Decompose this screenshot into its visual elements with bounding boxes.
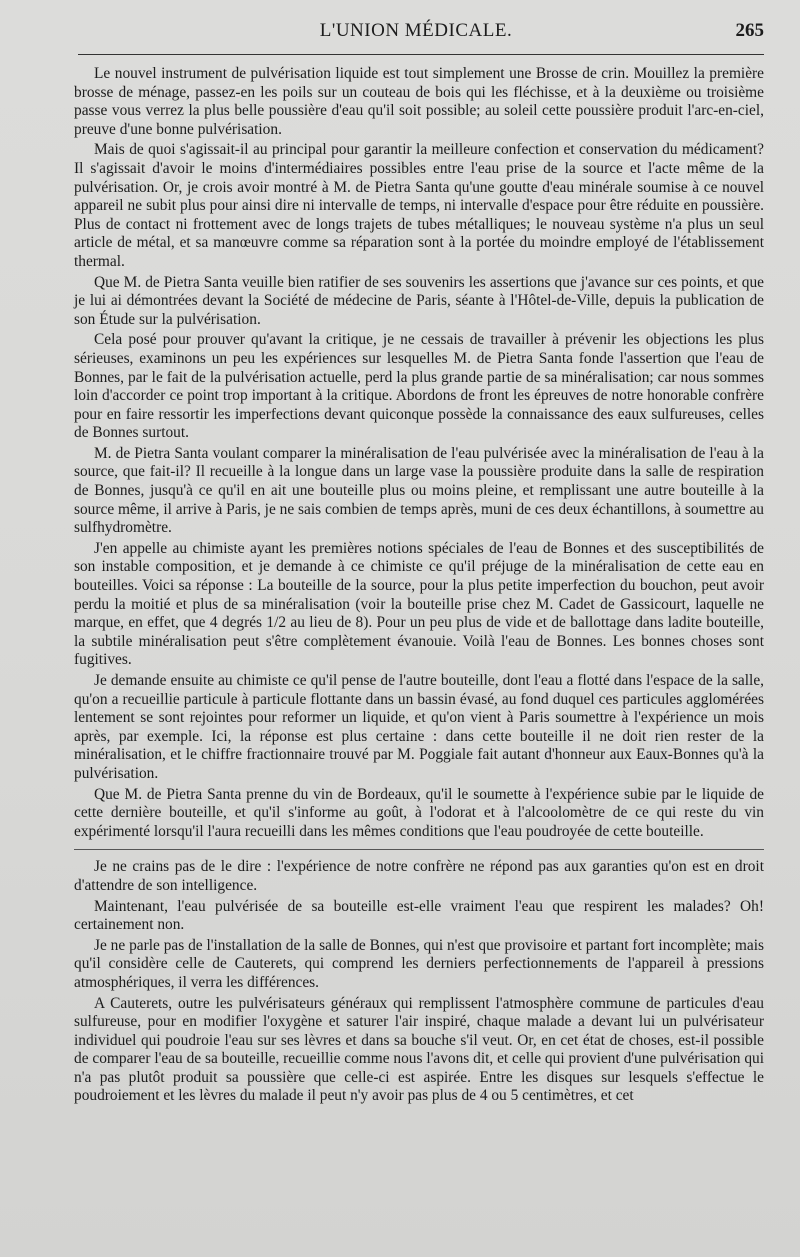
section-divider — [74, 849, 764, 850]
paragraph: Que M. de Pietra Santa prenne du vin de Bordeaux, qu'il le soumette à l'expérience subie par le liquide de cette dernière bouteille, et qu'il s'informe au goût, à l'odorat et à l'alcoolomètre de ce qui reste du vin expérimenté lorsqu'il l'aura recueilli dans les mêmes conditions que l'eau poudroyée de cette bouteille. — [74, 785, 764, 840]
paragraph: Que M. de Pietra Santa veuille bien ratifier de ses souvenirs les assertions que j'avance sur ces points, et que je lui ai démontrées devant la Société de médecine de Paris, séante à l'Hôtel-de-Ville, depuis la publication de son Étude sur la pulvérisation. — [74, 273, 764, 328]
running-title: L'UNION MÉDICALE. — [319, 20, 513, 41]
paragraph: J'en appelle au chimiste ayant les premières notions spéciales de l'eau de Bonnes et des susceptibilités de son instable composition, et je demande à ce chimiste ce qu'il préjuge de la minéralisation de cette eau en bouteilles. Voici sa réponse : La bouteille de la source, pour la plus petite imperfection du bouchon, peut avoir perdu la moitié et plus de sa minéralisation (voir la bouteille prise chez M. Cadet de Gassicourt, laquelle ne marque, en effet, que 4 degrés 1/2 au lieu de 8). Pour un peu plus de vide et de ballottage dans ladite bouteille, la subtile minéralisation peut s'être complètement évanouie. Voilà l'eau de Bonnes. Les bonnes choses sont fugitives. — [74, 539, 764, 669]
paragraph: A Cauterets, outre les pulvérisateurs généraux qui remplissent l'atmosphère commune de particules d'eau sulfureuse, pour en modifier l'oxygène et saturer l'air inspiré, chaque malade a devant lui un pulvérisateur individuel qui poudroie l'eau sur ses lèvres et dans sa bouche s'il veut. Or, en cet état de choses, est-il possible de comparer l'eau de sa bouteille, recueillie comme nous l'avons dit, et celle qui provient d'une pulvérisation qui n'a pas plutôt produit sa poussière que celle-ci est aspirée. Entre les disques sur lesquels s'effectue le poudroiement et les lèvres du malade il peut n'y avoir pas plus de 4 ou 5 centimètres, et cet — [74, 994, 764, 1105]
page-header — [68, 18, 764, 48]
paragraph: Je ne crains pas de le dire : l'expérience de notre confrère ne répond pas aux garanties qu'on est en droit d'attendre de son intelligence. — [74, 858, 764, 894]
paragraph: Mais de quoi s'agissait-il au principal pour garantir la meilleure confection et conservation du médicament? Il s'agissait d'avoir le moins d'intermédiaires possibles entre l'eau prise de la source et l'acte même de la pulvérisation. Or, je crois avoir montré à M. de Pietra Santa qu'une goutte d'eau minérale soumise à ce nouvel appareil ne subit plus pour ainsi dire ni intervalle de temps, ni intervalle d'espace pour être réduite en poussière. Plus de contact ni frottement avec de longs trajets de tubes métalliques; le nouveau système n'a plus un seul article de métal, et sa manœuvre comme sa réparation sont à la portée du moindre employé de l'établissement thermal. — [74, 141, 764, 270]
paragraph: Je ne parle pas de l'installation de la salle de Bonnes, qui n'est que provisoire et partant fort incomplète; mais qu'il considère celle de Cauterets, qui comprend les derniers perfectionnements de l'appareil à pressions atmosphériques, il verra les différences. — [74, 936, 764, 991]
paragraph: Maintenant, l'eau pulvérisée de sa bouteille est-elle vraiment l'eau que respirent les malades? Oh! certainement non. — [74, 897, 764, 934]
article-body — [68, 65, 764, 1106]
paragraph: M. de Pietra Santa voulant comparer la minéralisation de l'eau pulvérisée avec la minéralisation de l'eau à la source, que fait-il? Il recueille à la longue dans un large vase la poussière produite dans la salle de respiration de Bonnes, jusqu'à ce qu'il en ait une bouteille plus ou moins pleine, et remplissant une autre bouteille à la source même, il arrive à Paris, je ne sais combien de temps après, muni de ces deux échantillons, à soumettre au sulfhydromètre. — [74, 444, 764, 537]
paragraph: Cela posé pour prouver qu'avant la critique, je ne cessais de travailler à prévenir les objections les plus sérieuses, examinons un peu les expériences sur lesquelles M. de Pietra Santa fonde l'assertion que l'eau de Bonnes, par le fait de la pulvérisation actuelle, perd la plus grande partie de sa minéralisation; car nous sommes loin d'accorder ce point trop important à la critique. Abordons de front les épreuves de notre honorable confrère pour en faire ressortir les imperfections devant quiconque possède la connaissance des eaux sulfureuses, celles de Bonnes surtout. — [74, 331, 764, 442]
page-number: 265 — [735, 20, 764, 41]
paragraph: Je demande ensuite au chimiste ce qu'il pense de l'autre bouteille, dont l'eau a flotté dans l'espace de la salle, qu'on a recueillie particule à particule flottante dans un bassin évasé, au fond duquel ces particules agglomérées lentement se sont rejointes pour reformer un liquide, et qu'on vient à Paris soumettre à l'expérience un mois après, par exemple. Ici, la réponse est plus certaine : dans cette bouteille il ne doit rien rester de la minéralisation, et le chiffre fractionnaire trouvé par M. Poggiale fait autant d'honneur aux Eaux-Bonnes qu'à la pulvérisation. — [74, 672, 764, 782]
paragraph: Le nouvel instrument de pulvérisation liquide est tout simplement une Brosse de crin. Mouillez la première brosse de ménage, passez-en les poils sur un couteau de bois qui les fléchisse, et à la deuxième ou troisième passe vous verrez la plus belle poussière d'eau qu'il soit possible; au soleil cette poussière produit l'arc-en-ciel, preuve d'une bonne pulvérisation. — [74, 65, 764, 138]
header-rule — [78, 54, 764, 55]
